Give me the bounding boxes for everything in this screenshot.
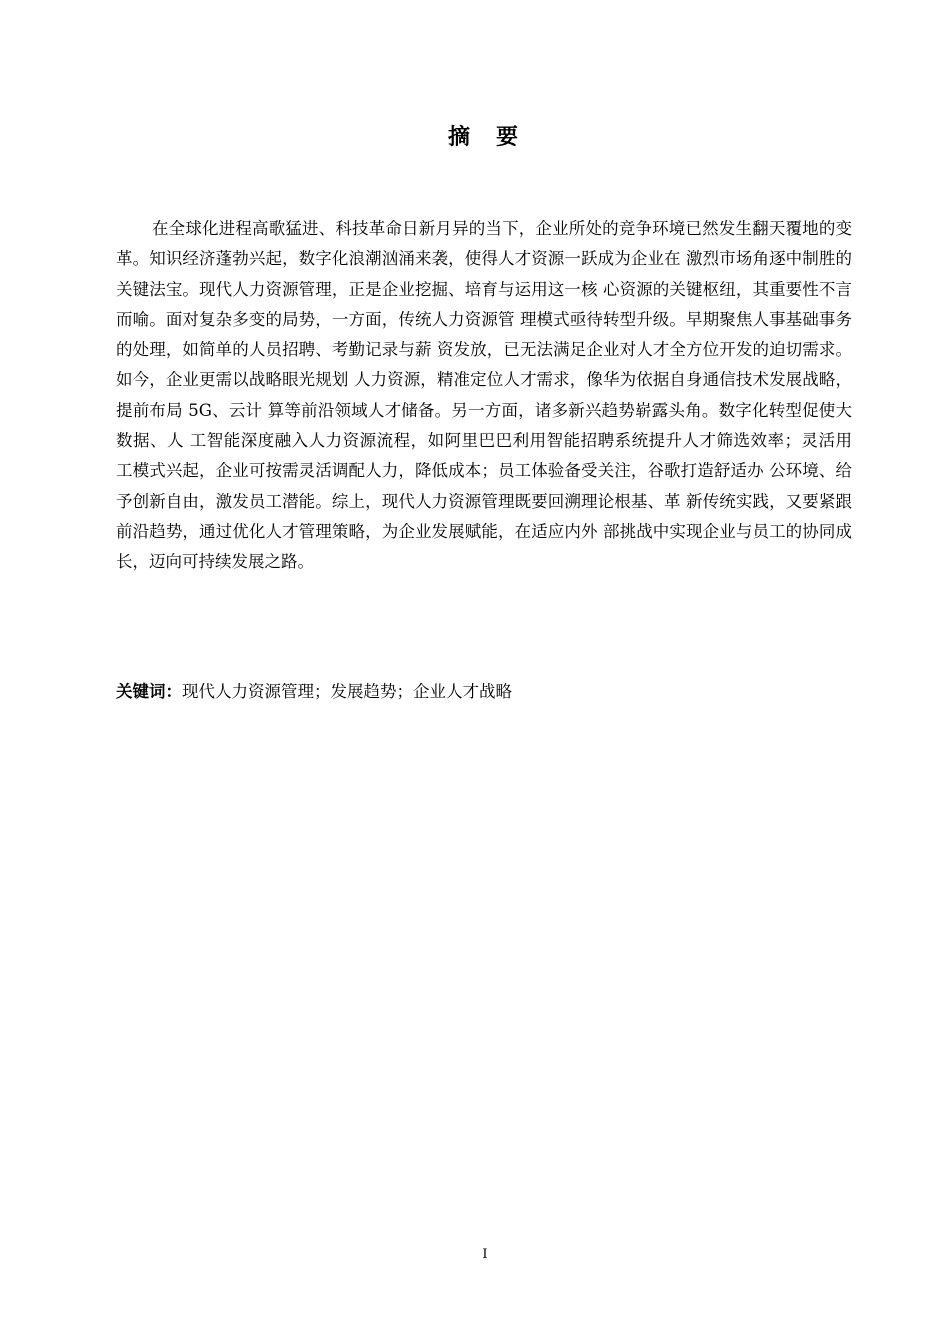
keywords-label: 关键词： <box>116 682 182 701</box>
keywords-line <box>116 677 852 707</box>
page-number: I <box>482 1247 488 1262</box>
abstract-body: 在全球化进程高歌猛进、科技革命日新月异的当下，企业所处的竞争环境已然发生翻天覆地的变革。知识经济蓬勃兴起，数字化浪潮汹涌来袭，使得人才资源一跃成为企业在 激烈市场角逐中制胜的关键法宝。现代人力资源管理，正是企业挖掘、培育与运用这一核 心资源的关键枢纽，其重要性不言而喻。面对复杂多变的局势，一方面，传统人力资源管 理模式亟待转型升级。早期聚焦人事基础事务的处理，如简单的人员招聘、考勤记录与薪 资发放，已无法满足企业对人才全方位开发的迫切需求。如今，企业更需以战略眼光规划 人力资源，精准定位人才需求，像华为依据自身通信技术发展战略，提前布局 5G、云计 算等前沿领域人才储备。另一方面，诸多新兴趋势崭露头角。数字化转型促使大数据、人 工智能深度融入人力资源流程，如阿里巴巴利用智能招聘系统提升人才筛选效率；灵活用 工模式兴起，企业可按需灵活调配人力，降低成本；员工体验备受关注，谷歌打造舒适办 公环境、给予创新自由，激发员工潜能。综上，现代人力资源管理既要回溯理论根基、革 新传统实践，又要紧跟前沿趋势，通过优化人才管理策略，为企业发展赋能，在适应内外 部挑战中实现企业与员工的协同成长，迈向可持续发展之路。 <box>116 219 852 572</box>
abstract-title <box>0 122 950 154</box>
keywords-text: 现代人力资源管理；发展趋势；企业人才战略 <box>182 682 512 701</box>
abstract-title-char-1: 摘 <box>447 125 470 150</box>
abstract-title-char-2: 要 <box>496 125 519 150</box>
